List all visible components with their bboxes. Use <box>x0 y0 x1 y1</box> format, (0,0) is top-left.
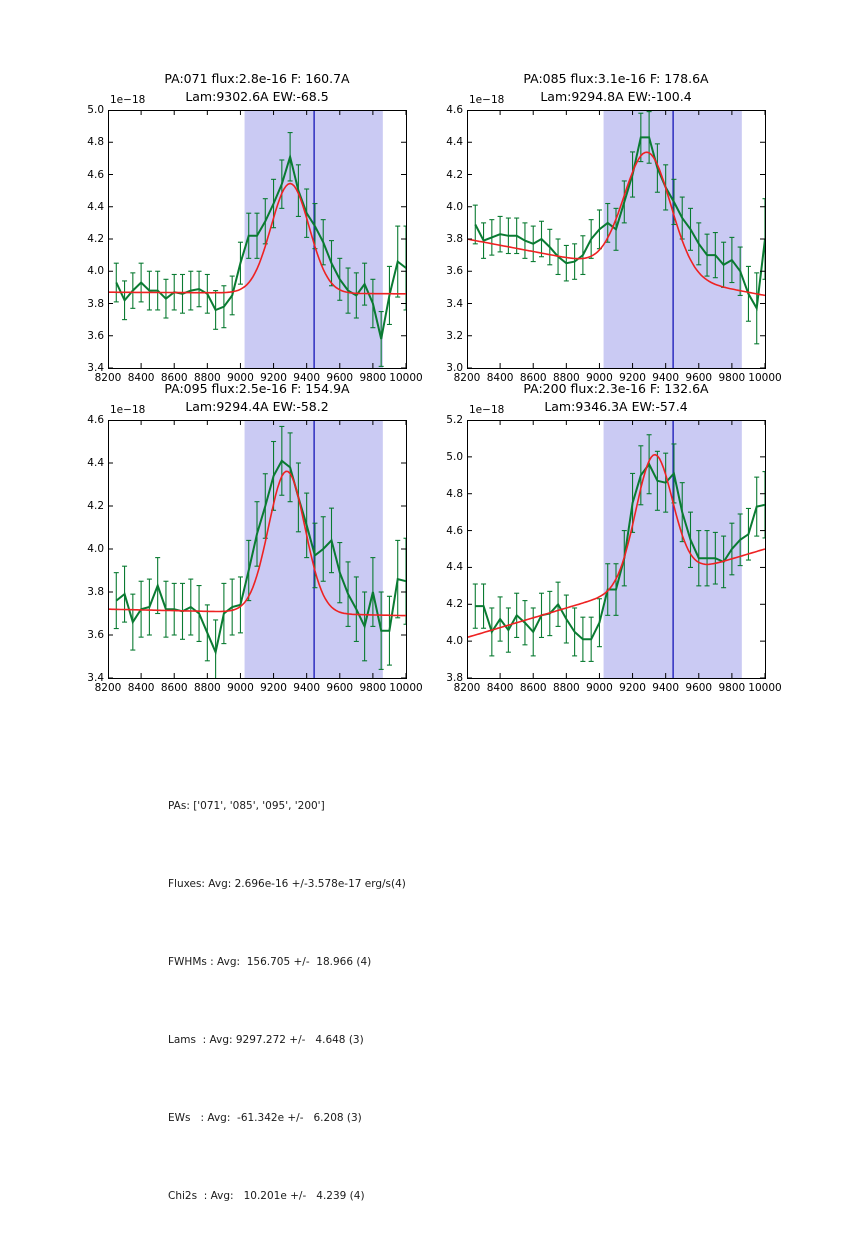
subplot-3-plot-area <box>467 420 766 679</box>
x-tick-label: 9000 <box>227 372 254 384</box>
y-tick-label: 5.0 <box>446 450 463 463</box>
x-tick-label: 9200 <box>260 682 287 694</box>
x-tick-label: 8200 <box>94 682 122 694</box>
y-axis-offset-label: 1e−18 <box>110 94 146 106</box>
x-tick-label: 9000 <box>586 682 613 694</box>
subplot-3-title <box>467 380 765 416</box>
y-axis-offset-label: 1e−18 <box>469 404 505 416</box>
y-tick-label: 3.6 <box>87 629 104 641</box>
x-tick-label: 8800 <box>193 682 221 694</box>
x-tick-label: 9600 <box>685 682 713 694</box>
x-tick-label: 8400 <box>127 682 155 694</box>
summary-text-block <box>168 741 406 1235</box>
summary-line-lams: Lams : Avg: 9297.272 +/- 4.648 (3) <box>168 1034 364 1046</box>
summary-line-fluxes: Fluxes: Avg: 2.696e-16 +/-3.578e-17 erg/s(4) <box>168 878 406 890</box>
y-tick-label: 3.0 <box>446 362 463 374</box>
x-tick-label: 8800 <box>552 372 580 384</box>
y-tick-label: 4.0 <box>87 543 104 555</box>
y-tick-label: 3.4 <box>446 297 463 310</box>
subplot-2-plot-area <box>108 420 407 679</box>
subplot-1-title-line1: PA:085 flux:3.1e-16 F: 178.6A <box>523 71 709 86</box>
x-tick-label: 8600 <box>160 682 188 694</box>
x-tick-label: 9400 <box>293 682 321 694</box>
y-tick-label: 4.6 <box>87 414 104 426</box>
x-tick-label: 8400 <box>486 372 514 384</box>
subplot-0-title <box>108 70 406 106</box>
x-tick-label: 10000 <box>389 372 423 384</box>
x-tick-label: 10000 <box>389 682 423 694</box>
y-tick-label: 4.0 <box>87 265 104 278</box>
y-tick-label: 4.8 <box>87 136 104 149</box>
subplot-3-title-line2: Lam:9346.3A EW:-57.4 <box>544 399 688 414</box>
y-tick-label: 4.6 <box>446 524 463 537</box>
x-tick-label: 9800 <box>718 682 746 694</box>
y-tick-label: 3.4 <box>87 672 104 684</box>
x-tick-label: 9600 <box>326 682 354 694</box>
subplot-2-title-line2: Lam:9294.4A EW:-58.2 <box>185 399 329 414</box>
y-tick-label: 4.4 <box>446 136 463 149</box>
x-tick-label: 8800 <box>552 682 580 694</box>
subplot-2-title-line1: PA:095 flux:2.5e-16 F: 154.9A <box>164 381 350 396</box>
x-tick-label: 9200 <box>619 682 646 694</box>
y-tick-label: 4.6 <box>446 104 463 116</box>
x-tick-label: 9200 <box>260 372 287 384</box>
x-tick-label: 8600 <box>519 372 547 384</box>
y-tick-label: 3.8 <box>446 233 463 245</box>
x-tick-label: 8200 <box>453 682 481 694</box>
y-tick-label: 3.2 <box>446 329 463 342</box>
y-tick-label: 3.8 <box>446 672 463 684</box>
y-tick-label: 4.0 <box>446 200 463 213</box>
y-tick-label: 3.8 <box>87 297 104 310</box>
subplot-0-plot-area <box>108 110 407 369</box>
x-tick-label: 8600 <box>519 682 547 694</box>
x-tick-label: 9000 <box>586 372 613 384</box>
x-tick-label: 10000 <box>748 372 782 384</box>
summary-line-ews: EWs : Avg: -61.342e +/- 6.208 (3) <box>168 1112 362 1124</box>
subplot-2-title <box>108 380 406 416</box>
y-tick-label: 4.2 <box>446 168 463 181</box>
x-tick-label: 9400 <box>652 372 680 384</box>
x-tick-label: 9200 <box>619 372 646 384</box>
summary-line-chi2s: Chi2s : Avg: 10.201e +/- 4.239 (4) <box>168 1190 365 1202</box>
y-tick-label: 4.6 <box>87 168 104 181</box>
y-tick-label: 3.4 <box>87 362 104 374</box>
x-tick-label: 8800 <box>193 372 221 384</box>
x-tick-label: 8600 <box>160 372 188 384</box>
x-tick-label: 9400 <box>652 682 680 694</box>
y-tick-label: 4.8 <box>446 487 463 500</box>
x-tick-label: 9600 <box>685 372 713 384</box>
x-tick-label: 8400 <box>127 372 155 384</box>
y-tick-label: 4.0 <box>446 635 463 648</box>
x-tick-label: 8400 <box>486 682 514 694</box>
summary-line-fwhms: FWHMs : Avg: 156.705 +/- 18.966 (4) <box>168 956 372 968</box>
y-tick-label: 5.0 <box>87 104 104 116</box>
summary-line-pas: PAs: ['071', '085', '095', '200'] <box>168 800 325 812</box>
x-tick-label: 8200 <box>94 372 122 384</box>
y-tick-label: 3.6 <box>446 265 463 278</box>
y-axis-offset-label: 1e−18 <box>110 404 146 416</box>
subplot-1-title <box>467 70 765 106</box>
y-tick-label: 4.2 <box>446 598 463 611</box>
y-tick-label: 4.2 <box>87 500 104 512</box>
x-tick-label: 9600 <box>326 372 354 384</box>
y-tick-label: 4.4 <box>87 200 104 213</box>
subplot-3-title-line1: PA:200 flux:2.3e-16 F: 132.6A <box>523 381 709 396</box>
subplot-1-plot-area <box>467 110 766 369</box>
y-axis-offset-label: 1e−18 <box>469 94 505 106</box>
y-tick-label: 3.6 <box>87 329 104 342</box>
y-tick-label: 4.4 <box>87 457 104 469</box>
subplot-0-title-line1: PA:071 flux:2.8e-16 F: 160.7A <box>164 71 350 86</box>
y-tick-label: 5.2 <box>446 414 463 426</box>
subplot-0-title-line2: Lam:9302.6A EW:-68.5 <box>185 89 329 104</box>
y-tick-label: 3.8 <box>87 586 104 598</box>
y-tick-label: 4.2 <box>87 233 104 245</box>
subplot-1-title-line2: Lam:9294.8A EW:-100.4 <box>540 89 692 104</box>
x-tick-label: 9800 <box>359 682 387 694</box>
x-tick-label: 8200 <box>453 372 481 384</box>
x-tick-label: 9800 <box>359 372 387 384</box>
y-tick-label: 4.4 <box>446 561 463 574</box>
x-tick-label: 9800 <box>718 372 746 384</box>
x-tick-label: 9000 <box>227 682 254 694</box>
x-tick-label: 10000 <box>748 682 782 694</box>
x-tick-label: 9400 <box>293 372 321 384</box>
